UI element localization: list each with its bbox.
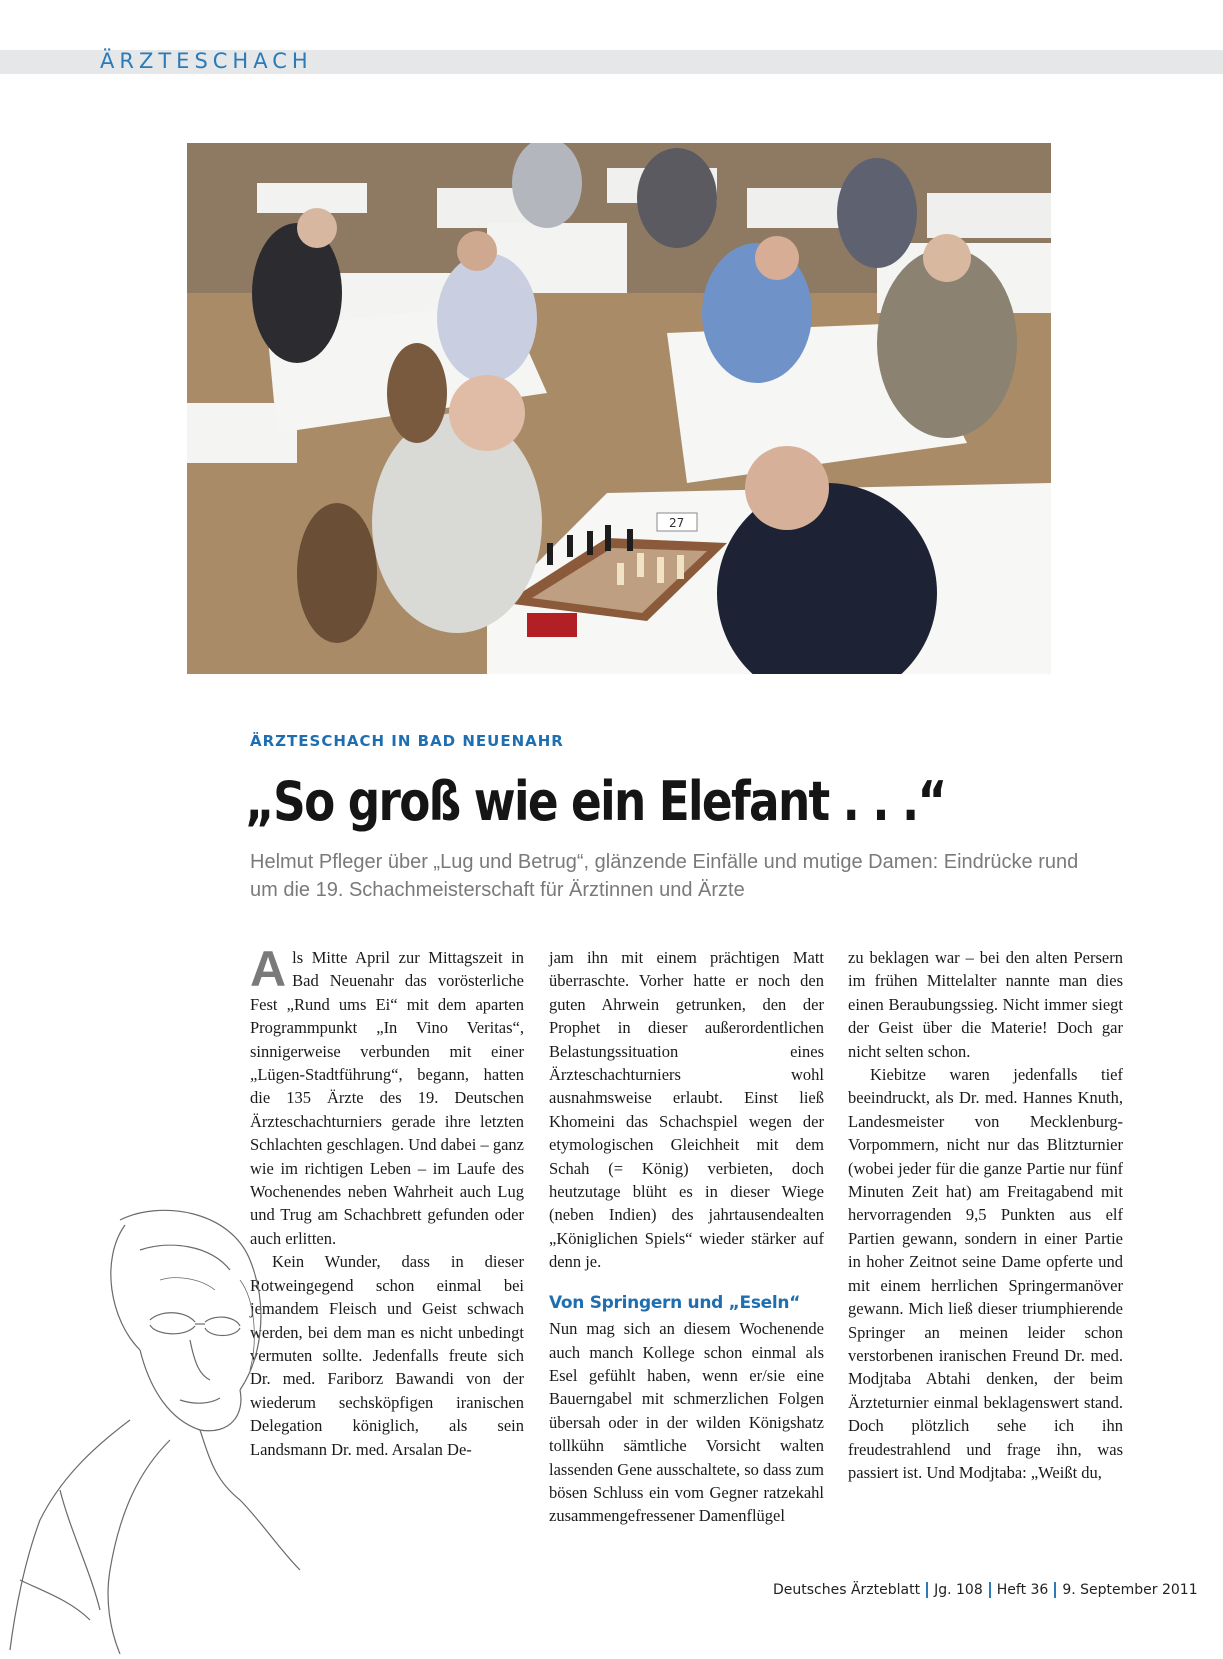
paragraph: zu beklagen war – bei den alten Persern im frühen Mittelalter nannte man dies einen Beraubungssieg. Nicht immer siegt der Geist über die Materie! Doch gar nicht selten schon.: [848, 948, 1123, 1061]
article-kicker: ÄRZTESCHACH IN BAD NEUENAHR: [250, 732, 564, 750]
paragraph: Kein Wunder, dass in dieser Rotweingegend schon einmal bei jemandem Fleisch und Geist schwach werden, bei dem man es nicht unbedingt vermuten sollte. Jedenfalls freute sich Dr. med. Fariborz Bawandi von der wiederum sechsköpfigen iranischen Delegation königlich, als sein Landsmann Dr. med. Arsalan De-: [250, 1252, 524, 1459]
text-column-2: [549, 946, 824, 1528]
section-label: ÄRZTESCHACH: [100, 49, 313, 73]
paragraph: Nun mag sich an diesem Wochenende auch manch Kollege schon einmal als Esel gefühlt haben, wenn er/sie eine Bauerngabel mit schmerzlichen Folgen übersah oder in der wilden Königshatz tollkühn sämtliche Vorsicht walten lassenden Gene ausschaltete, so dass zum bösen Schluss ein vom Gegner ratzekahl zusammengefressener Damenflügel: [549, 1319, 824, 1526]
journal-date: 9. September 2011: [1062, 1582, 1198, 1598]
page-footer: [773, 1582, 1198, 1598]
paragraph: jam ihn mit einem prächtigen Matt überraschte. Vorher hatte er noch den guten Ahrwein getrunken, den der Prophet in dieser außerordentlichen Belastungssituation eines Ärzteschachturniers wohl ausnahmsweise erlaubt. Einst ließ Khomeini das Schachspiel wegen der etymologischen Gleichheit mit dem Schah (= König) verbieten, doch heutzutage blüht es in dieser Wiege (neben Indien) des jahrtausendealten „Königlichen Spiels“ wieder stärker auf denn je.: [549, 948, 824, 1272]
article-headline: „So groß wie ein Elefant . . .“: [245, 770, 946, 833]
article-subhead: Von Springern und „Eseln“: [549, 1292, 801, 1313]
paragraph: Kiebitze waren jedenfalls tief beeindruckt, als Dr. med. Hannes Knuth, Landesmeister von Mecklenburg-Vorpommern, nicht nur das Blitzturnier (wobei jeder für die ganze Partie nur fünf Minuten Zeit hat) am Freitagabend mit hervorragenden 9,5 Punkten aus elf Partien gewann, sondern in einer Partie in hoher Zeitnot seine Dame opferte und mit einem herrlichen Springermanöver gewann. Mich ließ dieser triumphierende Springer an meinen leider schon verstorbenen iranischen Freund Dr. med. Modjtaba Abtahi denken, der beim Ärzteturnier einmal beklagenswert stand. Doch plötzlich sehe ich ihn freudestrahlend und frage ihn, was passiert ist. Und Modjtaba: „Weißt du,: [848, 1065, 1123, 1482]
footer-separator: [1054, 1582, 1056, 1598]
paragraph: ls Mitte April zur Mittagszeit in Bad Neuenahr das vorösterliche Fest „Rund ums Ei“ mit dem aparten Programmpunkt „In Vino Veritas“, sinnigerweise verbunden mit einer „Lügen-Stadtführung“, begann, hatten die 135 Ärzte des 19. Deutschen Ärzteschachturniers gerade ihre letzten Schlachten geschlagen. Und dabei – ganz wie im richtigen Leben – im Laufe des Wochenendes neben Wahrheit auch Lug und Trug am Schachbrett gefunden oder auch erlitten.: [250, 948, 524, 1248]
chess-tournament-photo: [187, 143, 1051, 674]
dropcap: A: [250, 941, 287, 997]
journal-issue: Heft 36: [996, 1582, 1049, 1598]
footer-separator: [926, 1582, 928, 1598]
journal-volume: Jg. 108: [934, 1582, 983, 1598]
footer-separator: [989, 1582, 991, 1598]
article-deck: Helmut Pfleger über „Lug und Betrug“, glänzende Einfälle und mutige Damen: Eindrücke rund um die 19. Schachmeisterschaft für Ärztinnen und Ärzte: [250, 851, 1079, 901]
text-column-3: [848, 946, 1123, 1484]
portrait-sketch: [0, 1190, 310, 1654]
journal-name: Deutsches Ärzteblatt: [773, 1582, 921, 1598]
board-number: 27: [669, 516, 685, 530]
